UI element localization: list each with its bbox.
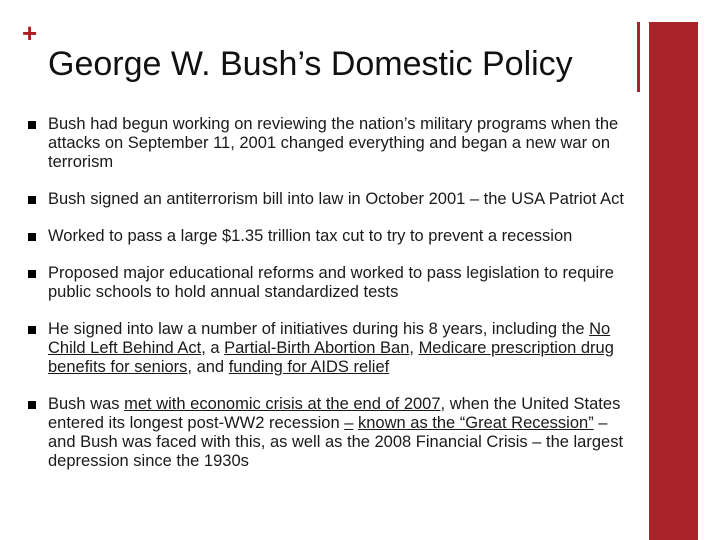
bullet-item [28, 264, 628, 302]
bullet-text: He signed into law a number of initiatives during his 8 years, including the [48, 320, 590, 338]
bullet-square-icon [28, 121, 36, 129]
bullet-item [28, 395, 628, 471]
bullet-square-icon [28, 270, 36, 278]
bullet-text: , [409, 339, 419, 357]
bullet-item [28, 227, 628, 246]
bullet-square-icon [28, 401, 36, 409]
bullet-item [28, 115, 628, 172]
underlined-term: funding for AIDS relief [228, 358, 390, 376]
bullet-item [28, 190, 628, 209]
bullet-square-icon [28, 326, 36, 334]
underlined-term: known as the “Great Recession” [358, 414, 594, 432]
underlined-term: met with economic crisis at the end of 2007 [124, 395, 441, 413]
slide-title: George W. Bush’s Domestic Policy [48, 45, 573, 83]
bullet-item [28, 320, 628, 377]
underlined-term: Partial-Birth Abortion Ban [224, 339, 410, 357]
plus-icon: + [22, 18, 38, 48]
accent-bar-thin [637, 22, 640, 92]
bullet-text: Bush signed an antiterrorism bill into law in October 2001 – the USA Patriot Act [48, 190, 624, 208]
bullet-text: , a [201, 339, 225, 357]
underlined-term: Medicare prescription drug benefits for seniors [48, 339, 614, 376]
bullet-square-icon [28, 196, 36, 204]
bullet-square-icon [28, 233, 36, 241]
bullet-text: Worked to pass a large $1.35 trillion tax cut to try to prevent a recession [48, 227, 573, 245]
bullet-text: , when the United States entered its longest post-WW2 recession [48, 395, 621, 432]
bullet-text: , and [187, 358, 229, 376]
bullet-list [28, 115, 628, 489]
underlined-term: No Child Left Behind Act [48, 320, 611, 357]
accent-bar-thick [649, 22, 698, 540]
underlined-term: – [344, 414, 354, 432]
bullet-text: Bush had begun working on reviewing the nation’s military programs when the attacks on September 11, 2001 changed everything and began a new war on terrorism [48, 115, 619, 171]
bullet-text: – and Bush was faced with this, as well as the 2008 Financial Crisis – the largest depression since the 1930s [48, 414, 624, 470]
bullet-text: Bush was [48, 395, 125, 413]
bullet-text: Proposed major educational reforms and worked to pass legislation to require public schools to hold annual standardized tests [48, 264, 614, 301]
